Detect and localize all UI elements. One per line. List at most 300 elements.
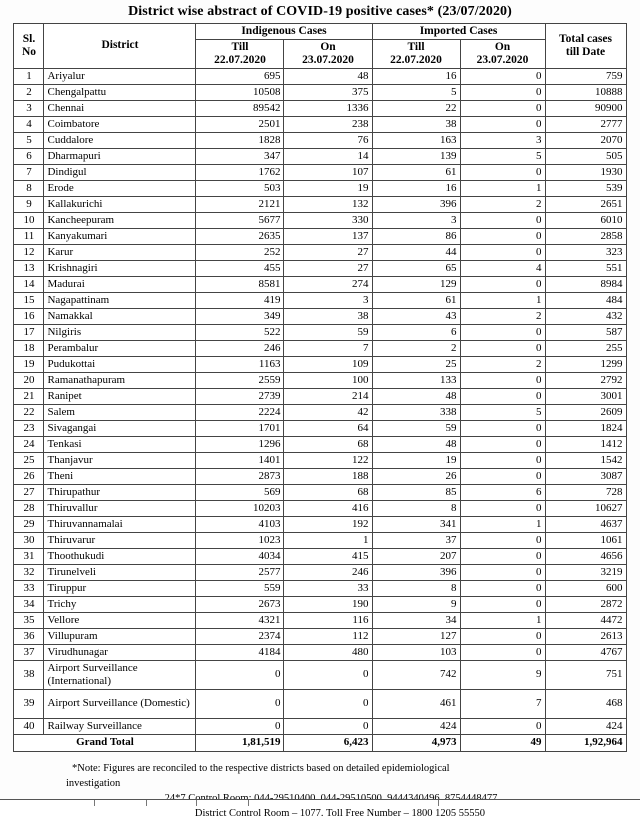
row-district-name: Coimbatore <box>44 116 196 132</box>
row-total-cases: 2777 <box>545 116 626 132</box>
row-sl-no: 34 <box>14 596 44 612</box>
row-sl-no: 38 <box>14 660 44 689</box>
row-imported-on: 0 <box>460 228 545 244</box>
row-district-name: Nilgiris <box>44 324 196 340</box>
row-indigenous-on: 33 <box>284 580 372 596</box>
note-line-1: *Note: Figures are reconciled to the respective districts based on detailed epidemiological <box>72 762 450 774</box>
table-row <box>14 212 626 228</box>
row-indigenous-on: 415 <box>284 548 372 564</box>
row-total-cases: 551 <box>545 260 626 276</box>
row-sl-no: 30 <box>14 532 44 548</box>
row-sl-no: 19 <box>14 356 44 372</box>
row-district-name: Perambalur <box>44 340 196 356</box>
row-imported-till: 2 <box>372 340 460 356</box>
covid-abstract-table <box>13 23 626 752</box>
header-imported-on <box>460 39 545 68</box>
header-indigenous-till <box>196 39 284 68</box>
row-imported-on: 0 <box>460 84 545 100</box>
row-imported-on: 0 <box>460 500 545 516</box>
row-imported-till: 396 <box>372 564 460 580</box>
row-imported-till: 34 <box>372 612 460 628</box>
row-indigenous-on: 68 <box>284 484 372 500</box>
row-imported-till: 6 <box>372 324 460 340</box>
row-imported-till: 26 <box>372 468 460 484</box>
row-imported-till: 61 <box>372 164 460 180</box>
row-indigenous-till: 559 <box>196 580 284 596</box>
header-total-line2: till Date <box>565 45 606 58</box>
table-row <box>14 68 626 84</box>
row-sl-no: 12 <box>14 244 44 260</box>
row-indigenous-till: 10203 <box>196 500 284 516</box>
row-imported-on: 0 <box>460 436 545 452</box>
table-header <box>14 24 626 69</box>
row-district-name: Dindigul <box>44 164 196 180</box>
table-row <box>14 100 626 116</box>
table-row <box>14 468 626 484</box>
header-indigenous-on-label: On <box>320 40 336 53</box>
header-imported-on-label: On <box>494 40 511 53</box>
row-imported-on: 0 <box>460 580 545 596</box>
row-district-name: Thanjavur <box>44 452 196 468</box>
row-imported-till: 19 <box>372 452 460 468</box>
row-district-name: Karur <box>44 244 196 260</box>
table-row <box>14 356 626 372</box>
row-sl-no: 4 <box>14 116 44 132</box>
row-imported-till: 3 <box>372 212 460 228</box>
row-indigenous-till: 1762 <box>196 164 284 180</box>
row-district-name: Tirunelveli <box>44 564 196 580</box>
row-indigenous-till: 89542 <box>196 100 284 116</box>
header-imported-till-date: 22.07.2020 <box>390 53 442 66</box>
row-imported-on: 0 <box>460 532 545 548</box>
row-total-cases: 2609 <box>545 404 626 420</box>
row-indigenous-till: 4034 <box>196 548 284 564</box>
row-indigenous-on: 64 <box>284 420 372 436</box>
row-district-name: Ranipet <box>44 388 196 404</box>
row-indigenous-till: 1023 <box>196 532 284 548</box>
row-imported-till: 16 <box>372 180 460 196</box>
row-indigenous-on: 59 <box>284 324 372 340</box>
table-row <box>14 372 626 388</box>
table-row <box>14 548 626 564</box>
row-total-cases: 424 <box>545 718 626 734</box>
table-row <box>14 196 626 212</box>
table-row <box>14 388 626 404</box>
row-imported-till: 742 <box>372 660 460 689</box>
row-imported-till: 8 <box>372 580 460 596</box>
row-sl-no: 26 <box>14 468 44 484</box>
grand-total-indigenous-till: 1,81,519 <box>196 734 284 751</box>
row-imported-till: 127 <box>372 628 460 644</box>
row-district-name: Sivagangai <box>44 420 196 436</box>
row-indigenous-till: 419 <box>196 292 284 308</box>
row-district-name: Kancheepuram <box>44 212 196 228</box>
row-imported-on: 0 <box>460 564 545 580</box>
row-indigenous-on: 27 <box>284 260 372 276</box>
table-row <box>14 452 626 468</box>
row-indigenous-on: 137 <box>284 228 372 244</box>
note-line-2: investigation <box>66 777 121 789</box>
row-total-cases: 505 <box>545 148 626 164</box>
row-indigenous-on: 132 <box>284 196 372 212</box>
table-row <box>14 228 626 244</box>
row-indigenous-till: 2635 <box>196 228 284 244</box>
grand-total-total: 1,92,964 <box>545 734 626 751</box>
table-row <box>14 308 626 324</box>
row-indigenous-on: 214 <box>284 388 372 404</box>
row-indigenous-till: 1163 <box>196 356 284 372</box>
row-indigenous-on: 246 <box>284 564 372 580</box>
row-indigenous-till: 2873 <box>196 468 284 484</box>
row-sl-no: 32 <box>14 564 44 580</box>
table-row <box>14 660 626 689</box>
row-indigenous-on: 107 <box>284 164 372 180</box>
row-indigenous-till: 246 <box>196 340 284 356</box>
row-imported-on: 5 <box>460 148 545 164</box>
table-row <box>14 596 626 612</box>
row-district-name: Airport Surveillance (Domestic) <box>44 689 196 718</box>
row-indigenous-on: 238 <box>284 116 372 132</box>
row-indigenous-on: 416 <box>284 500 372 516</box>
row-indigenous-till: 10508 <box>196 84 284 100</box>
row-indigenous-on: 375 <box>284 84 372 100</box>
row-indigenous-till: 0 <box>196 689 284 718</box>
grand-total-row <box>14 734 626 751</box>
row-imported-on: 0 <box>460 718 545 734</box>
row-sl-no: 10 <box>14 212 44 228</box>
row-imported-till: 61 <box>372 292 460 308</box>
row-imported-till: 341 <box>372 516 460 532</box>
row-imported-on: 3 <box>460 132 545 148</box>
row-indigenous-till: 2121 <box>196 196 284 212</box>
row-total-cases: 539 <box>545 180 626 196</box>
row-total-cases: 3087 <box>545 468 626 484</box>
header-indigenous-cases: Indigenous Cases <box>196 24 372 40</box>
table-row <box>14 612 626 628</box>
row-district-name: Thiruvallur <box>44 500 196 516</box>
header-sl-no-line2: No <box>21 45 37 58</box>
page-title: District wise abstract of COVID-19 positive cases* (23/07/2020) <box>128 4 512 19</box>
row-district-name: Ariyalur <box>44 68 196 84</box>
table-row <box>14 516 626 532</box>
row-indigenous-till: 0 <box>196 718 284 734</box>
row-sl-no: 35 <box>14 612 44 628</box>
row-indigenous-till: 0 <box>196 660 284 689</box>
row-district-name: Thiruvannamalai <box>44 516 196 532</box>
row-imported-on: 0 <box>460 68 545 84</box>
row-imported-on: 0 <box>460 340 545 356</box>
row-indigenous-till: 4103 <box>196 516 284 532</box>
row-district-name: Airport Surveillance (International) <box>44 660 196 689</box>
table-row <box>14 644 626 660</box>
row-imported-till: 139 <box>372 148 460 164</box>
row-total-cases: 468 <box>545 689 626 718</box>
row-sl-no: 23 <box>14 420 44 436</box>
row-imported-on: 0 <box>460 388 545 404</box>
row-sl-no: 27 <box>14 484 44 500</box>
row-sl-no: 37 <box>14 644 44 660</box>
row-imported-till: 16 <box>372 68 460 84</box>
row-total-cases: 4637 <box>545 516 626 532</box>
row-indigenous-on: 42 <box>284 404 372 420</box>
row-indigenous-on: 68 <box>284 436 372 452</box>
row-imported-on: 6 <box>460 484 545 500</box>
row-district-name: Villupuram <box>44 628 196 644</box>
row-imported-on: 0 <box>460 644 545 660</box>
row-imported-on: 0 <box>460 420 545 436</box>
row-district-name: Chengalpattu <box>44 84 196 100</box>
row-indigenous-till: 2224 <box>196 404 284 420</box>
row-indigenous-on: 0 <box>284 689 372 718</box>
row-total-cases: 728 <box>545 484 626 500</box>
row-sl-no: 22 <box>14 404 44 420</box>
row-imported-on: 0 <box>460 164 545 180</box>
row-imported-on: 0 <box>460 116 545 132</box>
row-indigenous-on: 0 <box>284 718 372 734</box>
row-indigenous-on: 1 <box>284 532 372 548</box>
row-imported-till: 22 <box>372 100 460 116</box>
table-row <box>14 340 626 356</box>
row-sl-no: 13 <box>14 260 44 276</box>
row-indigenous-on: 100 <box>284 372 372 388</box>
row-imported-till: 129 <box>372 276 460 292</box>
row-sl-no: 28 <box>14 500 44 516</box>
row-indigenous-till: 5677 <box>196 212 284 228</box>
row-imported-till: 59 <box>372 420 460 436</box>
row-indigenous-till: 8581 <box>196 276 284 292</box>
row-total-cases: 8984 <box>545 276 626 292</box>
row-total-cases: 2613 <box>545 628 626 644</box>
row-imported-on: 4 <box>460 260 545 276</box>
header-imported-till-label: Till <box>407 40 425 53</box>
table-row <box>14 164 626 180</box>
row-imported-on: 2 <box>460 196 545 212</box>
row-district-name: Trichy <box>44 596 196 612</box>
row-indigenous-on: 190 <box>284 596 372 612</box>
row-district-name: Tenkasi <box>44 436 196 452</box>
table-row <box>14 260 626 276</box>
row-total-cases: 2651 <box>545 196 626 212</box>
row-total-cases: 2872 <box>545 596 626 612</box>
row-district-name: Erode <box>44 180 196 196</box>
row-imported-on: 0 <box>460 324 545 340</box>
header-indigenous-on <box>284 39 372 68</box>
row-total-cases: 1930 <box>545 164 626 180</box>
row-indigenous-till: 2501 <box>196 116 284 132</box>
row-imported-till: 8 <box>372 500 460 516</box>
row-sl-no: 29 <box>14 516 44 532</box>
row-district-name: Thirupathur <box>44 484 196 500</box>
row-sl-no: 8 <box>14 180 44 196</box>
row-imported-on: 1 <box>460 292 545 308</box>
row-total-cases: 4656 <box>545 548 626 564</box>
row-imported-till: 163 <box>372 132 460 148</box>
table-row <box>14 148 626 164</box>
row-indigenous-till: 2577 <box>196 564 284 580</box>
row-indigenous-till: 522 <box>196 324 284 340</box>
row-imported-till: 424 <box>372 718 460 734</box>
row-imported-till: 338 <box>372 404 460 420</box>
row-sl-no: 17 <box>14 324 44 340</box>
row-sl-no: 39 <box>14 689 44 718</box>
table-row <box>14 244 626 260</box>
row-total-cases: 3001 <box>545 388 626 404</box>
row-indigenous-till: 1296 <box>196 436 284 452</box>
row-total-cases: 1061 <box>545 532 626 548</box>
row-imported-till: 5 <box>372 84 460 100</box>
row-imported-till: 65 <box>372 260 460 276</box>
table-row <box>14 532 626 548</box>
header-imported-on-date: 23.07.2020 <box>476 53 529 66</box>
row-total-cases: 2792 <box>545 372 626 388</box>
row-sl-no: 40 <box>14 718 44 734</box>
row-sl-no: 6 <box>14 148 44 164</box>
row-indigenous-on: 76 <box>284 132 372 148</box>
row-total-cases: 10888 <box>545 84 626 100</box>
row-imported-on: 7 <box>460 689 545 718</box>
table-row <box>14 324 626 340</box>
row-total-cases: 1412 <box>545 436 626 452</box>
row-imported-till: 48 <box>372 436 460 452</box>
row-imported-till: 207 <box>372 548 460 564</box>
row-indigenous-on: 48 <box>284 68 372 84</box>
row-sl-no: 15 <box>14 292 44 308</box>
row-imported-till: 43 <box>372 308 460 324</box>
row-indigenous-on: 330 <box>284 212 372 228</box>
row-sl-no: 3 <box>14 100 44 116</box>
row-sl-no: 1 <box>14 68 44 84</box>
row-total-cases: 4767 <box>545 644 626 660</box>
row-total-cases: 484 <box>545 292 626 308</box>
row-imported-on: 0 <box>460 596 545 612</box>
row-indigenous-on: 112 <box>284 628 372 644</box>
row-imported-on: 0 <box>460 244 545 260</box>
row-sl-no: 18 <box>14 340 44 356</box>
row-imported-till: 86 <box>372 228 460 244</box>
header-indigenous-till-label: Till <box>231 40 249 53</box>
row-sl-no: 36 <box>14 628 44 644</box>
table-row <box>14 564 626 580</box>
row-imported-on: 0 <box>460 100 545 116</box>
table-body <box>14 68 626 751</box>
row-total-cases: 587 <box>545 324 626 340</box>
row-district-name: Thiruvarur <box>44 532 196 548</box>
row-indigenous-on: 14 <box>284 148 372 164</box>
row-imported-till: 85 <box>372 484 460 500</box>
row-indigenous-on: 192 <box>284 516 372 532</box>
row-sl-no: 2 <box>14 84 44 100</box>
row-imported-till: 461 <box>372 689 460 718</box>
table-row <box>14 292 626 308</box>
header-indigenous-on-date: 23.07.2020 <box>302 53 354 66</box>
row-indigenous-till: 2374 <box>196 628 284 644</box>
row-indigenous-on: 7 <box>284 340 372 356</box>
row-district-name: Kanyakumari <box>44 228 196 244</box>
table-row <box>14 116 626 132</box>
row-indigenous-till: 503 <box>196 180 284 196</box>
row-district-name: Madurai <box>44 276 196 292</box>
table-row <box>14 420 626 436</box>
row-imported-till: 37 <box>372 532 460 548</box>
row-total-cases: 1299 <box>545 356 626 372</box>
row-district-name: Krishnagiri <box>44 260 196 276</box>
row-total-cases: 4472 <box>545 612 626 628</box>
row-imported-till: 103 <box>372 644 460 660</box>
row-imported-on: 0 <box>460 452 545 468</box>
row-total-cases: 1824 <box>545 420 626 436</box>
row-district-name: Kallakurichi <box>44 196 196 212</box>
row-indigenous-till: 4184 <box>196 644 284 660</box>
row-imported-on: 0 <box>460 276 545 292</box>
row-district-name: Ramanathapuram <box>44 372 196 388</box>
row-indigenous-till: 569 <box>196 484 284 500</box>
row-indigenous-till: 252 <box>196 244 284 260</box>
row-indigenous-till: 349 <box>196 308 284 324</box>
row-district-name: Theni <box>44 468 196 484</box>
row-total-cases: 751 <box>545 660 626 689</box>
row-sl-no: 20 <box>14 372 44 388</box>
row-sl-no: 24 <box>14 436 44 452</box>
row-imported-on: 5 <box>460 404 545 420</box>
header-total-cases <box>545 24 626 69</box>
table-row <box>14 500 626 516</box>
table-row <box>14 404 626 420</box>
row-imported-till: 38 <box>372 116 460 132</box>
row-district-name: Virudhunagar <box>44 644 196 660</box>
header-imported-till <box>372 39 460 68</box>
row-sl-no: 25 <box>14 452 44 468</box>
table-row <box>14 628 626 644</box>
row-imported-on: 1 <box>460 516 545 532</box>
row-imported-till: 25 <box>372 356 460 372</box>
row-indigenous-on: 1336 <box>284 100 372 116</box>
table-row <box>14 180 626 196</box>
header-imported-cases: Imported Cases <box>372 24 545 40</box>
header-indigenous-till-date: 22.07.2020 <box>214 53 266 66</box>
row-indigenous-till: 1828 <box>196 132 284 148</box>
table-row <box>14 718 626 734</box>
row-total-cases: 255 <box>545 340 626 356</box>
row-district-name: Thoothukudi <box>44 548 196 564</box>
row-sl-no: 5 <box>14 132 44 148</box>
table-row <box>14 84 626 100</box>
row-district-name: Namakkal <box>44 308 196 324</box>
row-total-cases: 6010 <box>545 212 626 228</box>
row-imported-till: 48 <box>372 388 460 404</box>
row-sl-no: 11 <box>14 228 44 244</box>
row-imported-till: 9 <box>372 596 460 612</box>
row-district-name: Pudukottai <box>44 356 196 372</box>
row-district-name: Tiruppur <box>44 580 196 596</box>
row-indigenous-on: 122 <box>284 452 372 468</box>
row-imported-till: 133 <box>372 372 460 388</box>
row-indigenous-till: 4321 <box>196 612 284 628</box>
table-row <box>14 580 626 596</box>
grand-total-indigenous-on: 6,423 <box>284 734 372 751</box>
row-imported-on: 0 <box>460 372 545 388</box>
row-imported-on: 2 <box>460 356 545 372</box>
row-indigenous-on: 109 <box>284 356 372 372</box>
table-row <box>14 276 626 292</box>
row-total-cases: 600 <box>545 580 626 596</box>
row-indigenous-till: 1401 <box>196 452 284 468</box>
table-row <box>14 484 626 500</box>
row-indigenous-till: 455 <box>196 260 284 276</box>
row-district-name: Cuddalore <box>44 132 196 148</box>
grand-total-label: Grand Total <box>14 734 196 751</box>
row-sl-no: 31 <box>14 548 44 564</box>
row-total-cases: 323 <box>545 244 626 260</box>
